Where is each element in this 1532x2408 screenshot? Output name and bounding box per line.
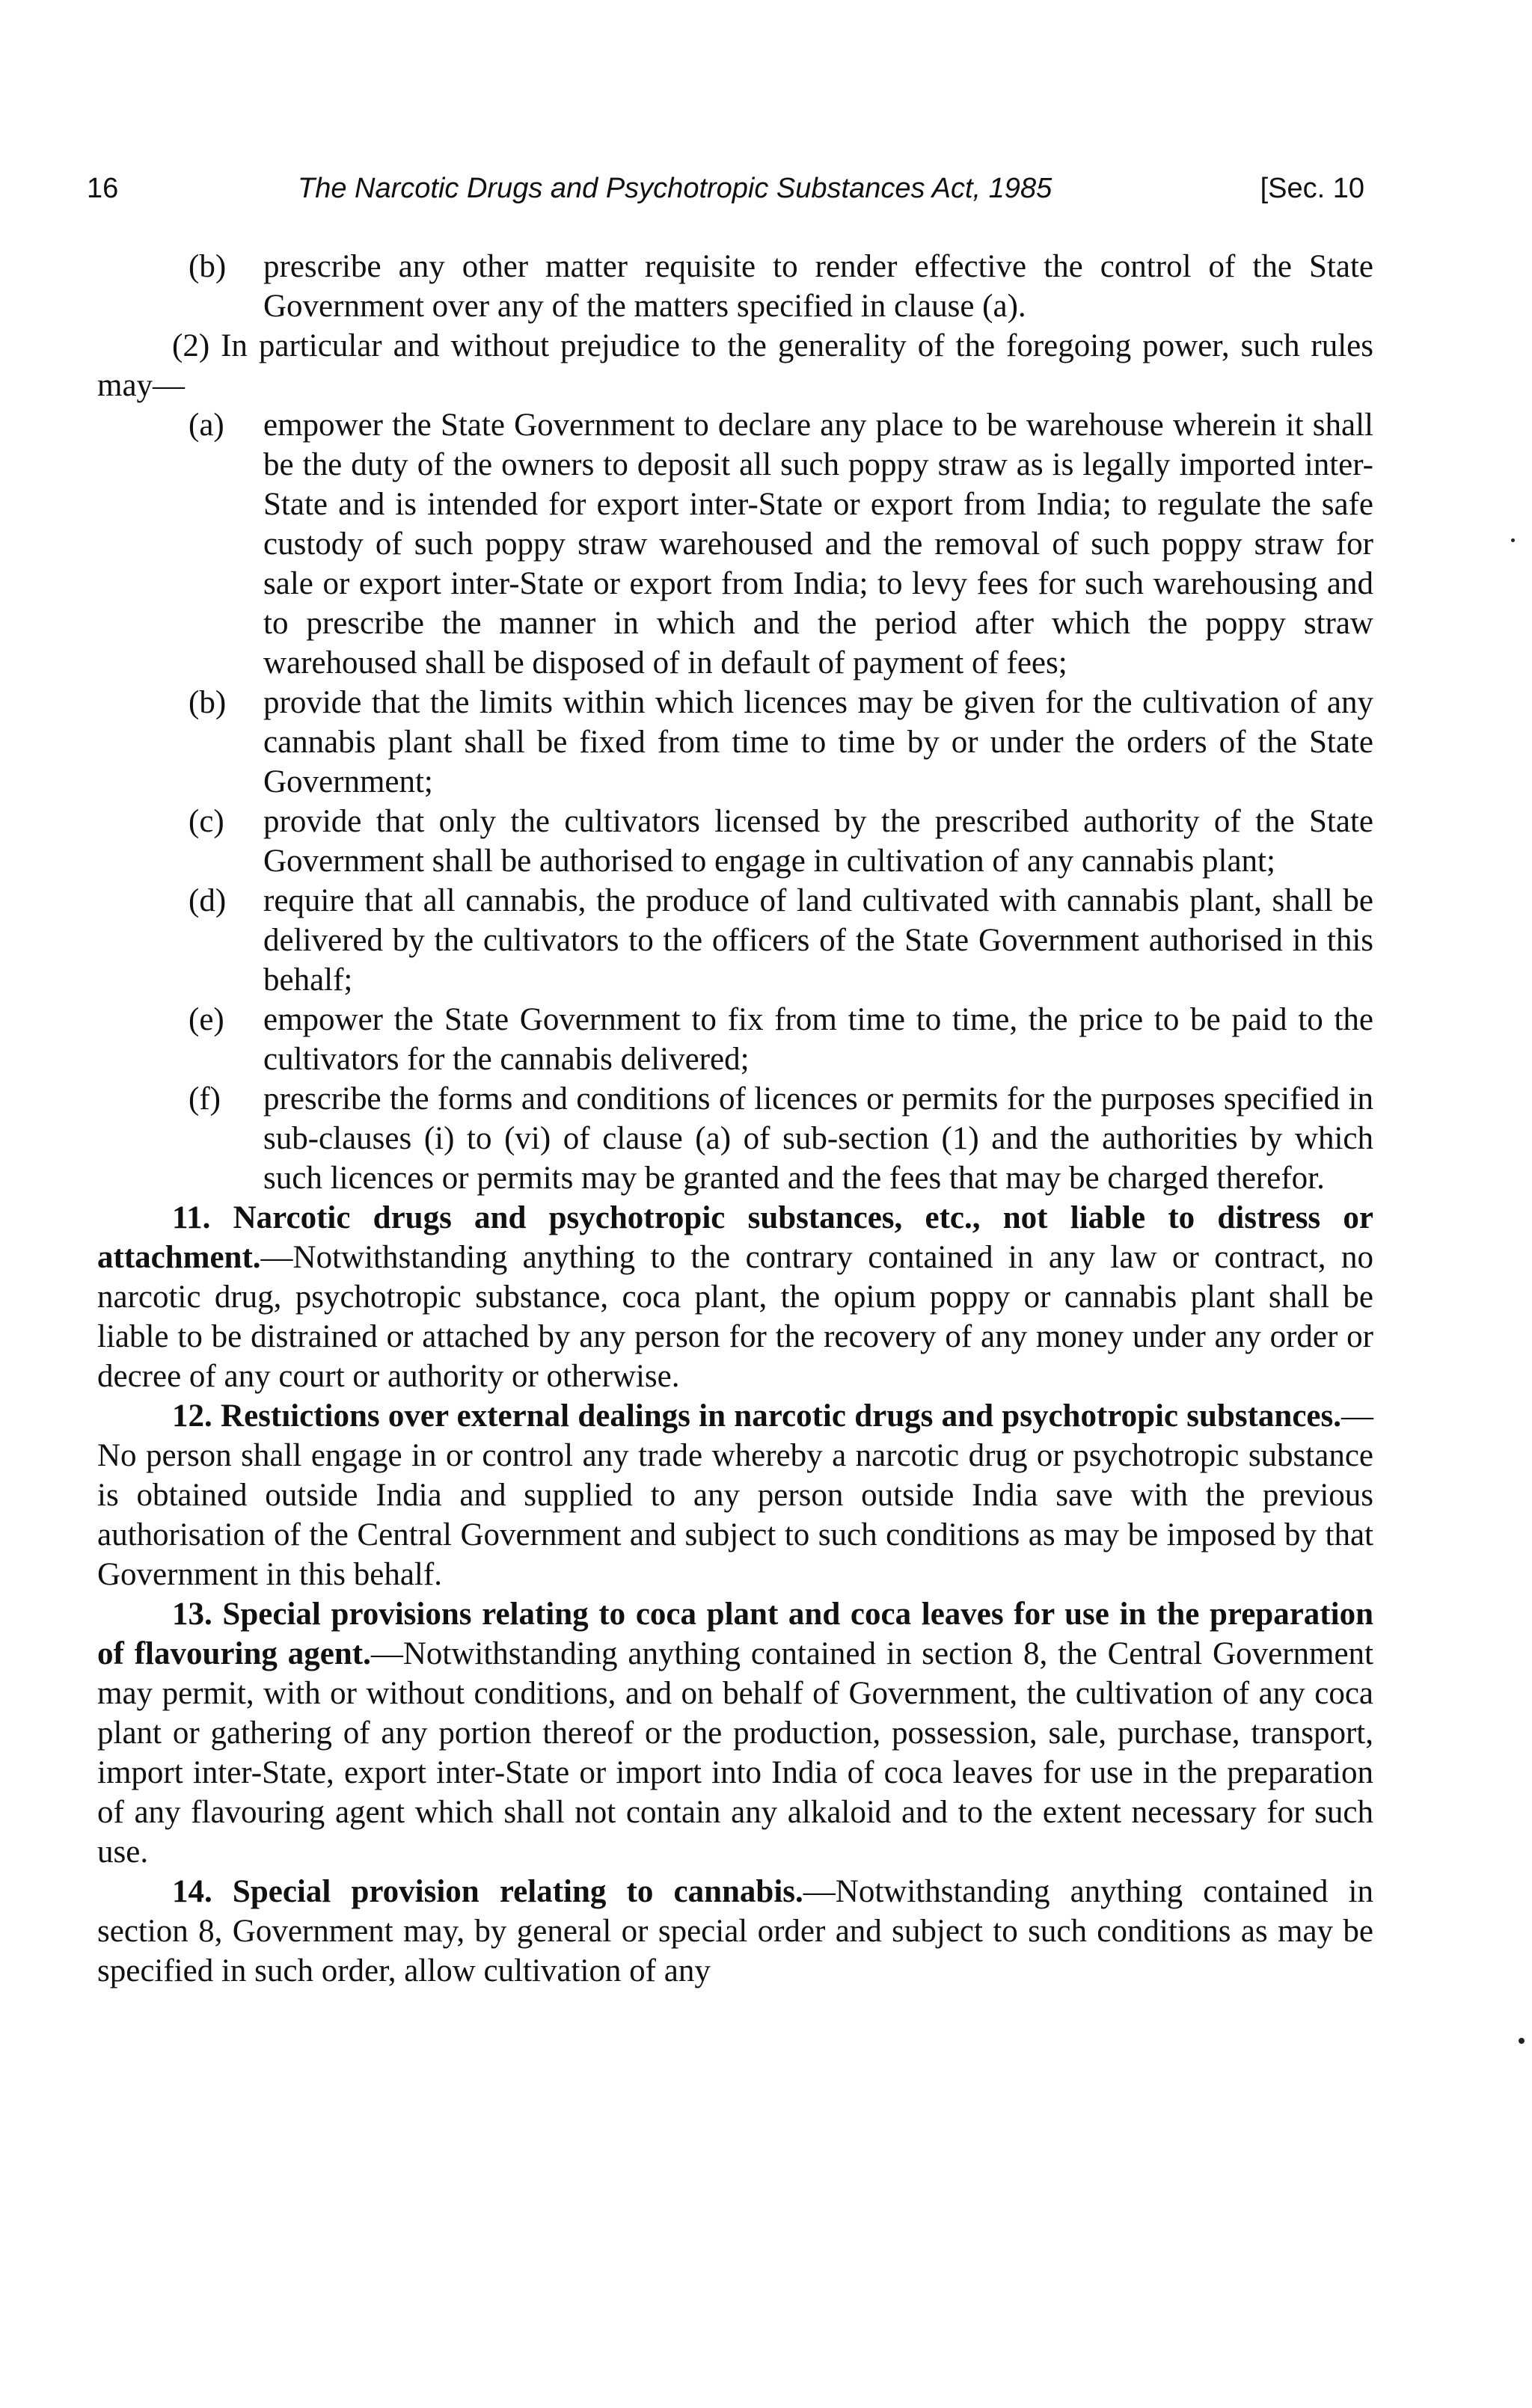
running-header [87,166,1373,211]
section-text: —Notwithstanding anything to the contrary contained in any law or contract, no narcotic drug, psychotropic substance, coca plant, the opium poppy or cannabis plant shall be liable to be distrained or attached by any person for the recovery of any money under any order or decree of any court or authority or otherwise. [97,1240,1373,1394]
section-heading: 14. Special provision relating to cannabis. [172,1874,803,1909]
clause-text: provide that the limits within which licences may be given for the cultivation of any cannabis plant shall be fixed from time to time by or under the orders of the State Government; [263,685,1373,799]
clause-b [97,683,1373,802]
clause-a [97,405,1373,683]
clause-text: require that all cannabis, the produce of land cultivated with cannabis plant, shall be delivered by the cultivators to the officers of the State Government authorised in this behalf; [263,883,1373,998]
act-title: The Narcotic Drugs and Psychotropic Substances Act, 1985 [298,173,1053,204]
clause-text: prescribe the forms and conditions of licences or permits for the purposes specified in sub-clauses (i) to (vi) of clause (a) of sub-section (1) and the authorities by which such licences or permits may be granted and the fees that may be charged therefor. [263,1081,1373,1196]
clause-label: (e) [189,1002,224,1037]
clause-c [97,802,1373,881]
section-12 [97,1396,1373,1594]
clause-text: provide that only the cultivators licensed by the prescribed authority of the State Government shall be authorised to engage in cultivation of any cannabis plant; [263,804,1373,879]
page-body [97,247,1373,1991]
clause-e [97,1000,1373,1079]
section-reference: [Sec. 10 [1260,173,1364,204]
clause-label: (a) [189,408,224,443]
section-11 [97,1198,1373,1396]
section-heading: 11. Narcotic drugs and psychotropic substances, etc., not liable to distress or attachment. [97,1200,1373,1275]
clause-d [97,881,1373,1000]
clause-text: empower the State Government to declare any place to be warehouse wherein it shall be the duty of the owners to deposit all such poppy straw as is legally imported inter-State and is intended for export inter-State or export from India; to regulate the safe custody of such poppy straw warehoused and the removal of such poppy straw for sale or export inter-State or export from India; to levy fees for such warehousing and to prescribe the manner in which and the period after which the poppy straw warehoused shall be disposed of in default of payment of fees; [263,408,1373,681]
clause-label: (c) [189,804,224,839]
section-heading: 13. Special provisions relating to coca plant and coca leaves for use in the preparation of flavouring agent. [97,1597,1373,1671]
clause-label: (f) [189,1081,221,1117]
clause-text: prescribe any other matter requisite to render effective the control of the State Government over any of the matters specified in clause (a). [263,249,1373,324]
page-number: 16 [87,173,119,204]
clause-f [97,1079,1373,1198]
section-text: —Notwithstanding anything contained in section 8, Government may, by general or special order and subject to such conditions as may be specified in such order, allow cultivation of any [97,1874,1373,1988]
clause-b-continued [97,247,1373,326]
scan-speck [1511,538,1515,542]
clause-text: empower the State Government to fix from time to time, the price to be paid to the cultivators for the cannabis delivered; [263,1002,1373,1077]
section-13 [97,1594,1373,1872]
scan-speck [1519,2038,1525,2044]
section-text: —No person shall engage in or control any trade whereby a narcotic drug or psychotropic substance is obtained outside India and supplied to any person outside India save with the previous authorisation of the Central Government and subject to such conditions as may be imposed by that Government in this behalf. [97,1398,1373,1592]
clause-label: (b) [189,685,227,720]
section-heading: 12. Restıictions over external dealings in narcotic drugs and psychotropic substances. [172,1398,1341,1434]
subsection-2-intro: (2) In particular and without prejudice to the generality of the foregoing power, such rules may— [97,328,1373,403]
clause-label: (b) [189,249,227,284]
section-14 [97,1872,1373,1991]
section-text: —Notwithstanding anything contained in section 8, the Central Government may permit, with or without conditions, and on behalf of Government, the cultivation of any coca plant or gathering of any portion thereof or the production, possession, sale, purchase, transport, import inter-State, export inter-State or import into India of coca leaves for use in the preparation of any flavouring agent which shall not contain any alkaloid and to the extent necessary for such use. [97,1636,1373,1870]
clause-label: (d) [189,883,227,918]
